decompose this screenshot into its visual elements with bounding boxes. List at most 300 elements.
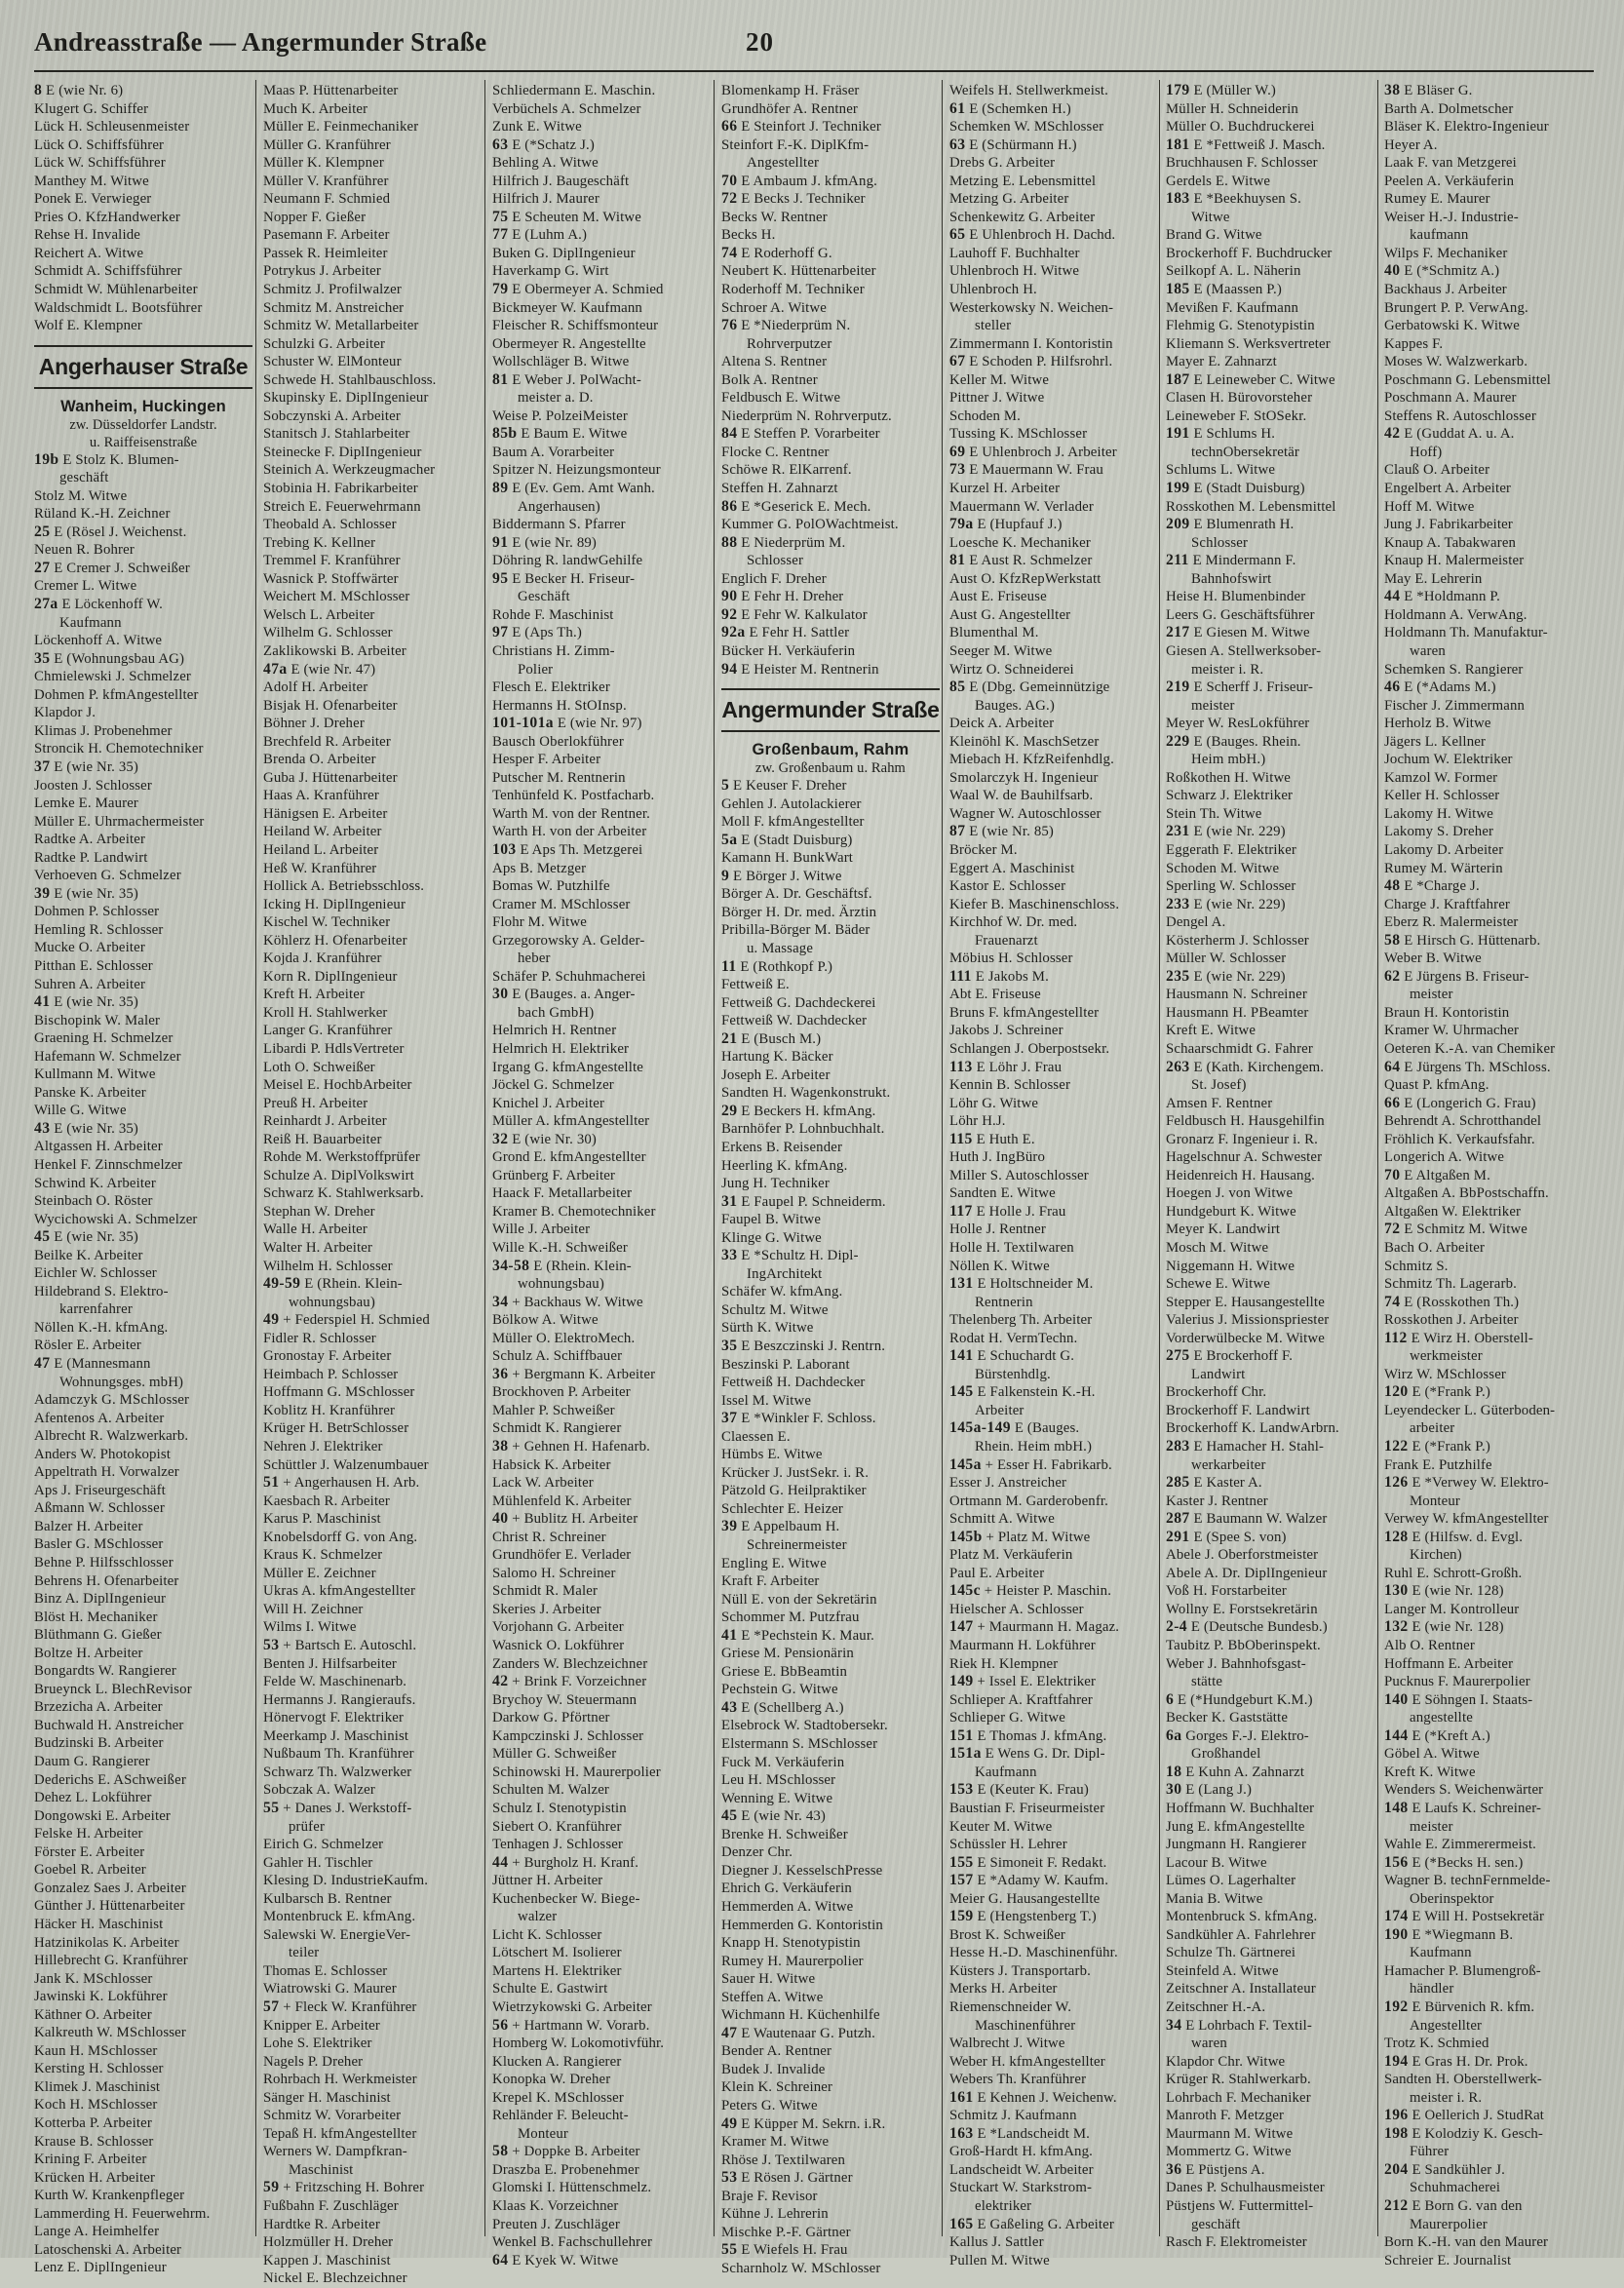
directory-entry: Knapp H. Stenotypistin	[721, 1935, 861, 1952]
directory-entry: Hoffmann W. Buchhalter	[1166, 1800, 1315, 1816]
directory-entry: Aust O. KfzRepWerkstatt	[949, 570, 1102, 587]
entry-continuation-line: waren	[1191, 2036, 1227, 2052]
directory-entry: Draszba E. Probenehmer	[492, 2161, 639, 2178]
directory-entry: Schüssler H. Lehrer	[949, 1837, 1067, 1853]
directory-entry: 120 E (*Frank P.)	[1384, 1383, 1490, 1401]
house-number: 70	[721, 172, 738, 189]
directory-entry: 74 E Roderhoff G.	[721, 244, 832, 261]
directory-entry: 25 E (Rösel J. Weichenst.	[34, 523, 187, 540]
directory-entry: 73 E Mauermann W. Frau	[949, 461, 1103, 479]
directory-entry: 181 E *Fettweiß J. Masch.	[1166, 136, 1326, 153]
house-number: 29	[721, 1102, 738, 1119]
directory-entry: Boltze H. Arbeiter	[34, 1645, 143, 1661]
directory-entry: Keller H. Schlosser	[1384, 788, 1500, 804]
directory-entry: Mühlenfeld K. Arbeiter	[492, 1493, 632, 1509]
entry-continuation-line: bach GmbH)	[518, 1004, 595, 1021]
house-number: 41	[721, 1626, 738, 1644]
directory-entry: Voß H. Forstarbeiter	[1166, 1583, 1287, 1600]
directory-column-3	[492, 82, 711, 2269]
directory-entry: Merks H. Arbeiter	[949, 1981, 1058, 1997]
directory-entry: Lohe S. Elektriker	[263, 2036, 372, 2052]
directory-entry: Braje F. Revisor	[721, 2188, 818, 2204]
directory-entry: Warth H. von der Arbeiter	[492, 824, 647, 840]
directory-entry: 70 E Altgaßen M.	[1384, 1166, 1490, 1183]
directory-entry: 95 E Becker H. Friseur-	[492, 569, 636, 587]
directory-entry: 21 E (Busch M.)	[721, 1029, 822, 1047]
directory-entry: Kaun H. MSchlosser	[34, 2042, 158, 2059]
entry-continuation-line: IngArchitekt	[747, 1265, 823, 1282]
house-number: 77	[492, 226, 509, 244]
directory-entry: 58 + Doppke B. Arbeiter	[492, 2143, 640, 2160]
directory-entry: Holle J. Rentner	[949, 1222, 1046, 1238]
directory-entry: Verbüchels A. Schmelzer	[492, 100, 641, 117]
directory-entry: Abt E. Friseuse	[949, 987, 1041, 1003]
directory-entry: Grond E. kfmAngestellter	[492, 1149, 646, 1166]
directory-entry: Elstermann S. MSchlosser	[721, 1736, 878, 1753]
directory-entry: Kliemann S. Werksvertreter	[1166, 335, 1331, 352]
directory-entry: Brueynck L. BlechRevisor	[34, 1681, 192, 1697]
entry-continuation-line: meister i. R.	[1410, 2089, 1483, 2106]
directory-entry: Lacour B. Witwe	[1166, 1854, 1267, 1871]
directory-entry: 30 E (Bauges. a. Anger-	[492, 986, 636, 1003]
entry-continuation-line: meister i. R.	[1191, 661, 1264, 678]
directory-entry: Mommertz G. Witwe	[1166, 2144, 1292, 2160]
directory-entry: Walle H. Arbeiter	[263, 1222, 367, 1238]
directory-entry: Charge J. Kraftfahrer	[1384, 896, 1511, 912]
house-number: 30	[1166, 1781, 1182, 1799]
entry-continuation-line: karrenfahrer	[59, 1301, 133, 1318]
directory-entry: 153 E (Keuter K. Frau)	[949, 1781, 1089, 1799]
directory-entry: Kamann H. BunkWart	[721, 850, 854, 867]
directory-column-5	[949, 82, 1164, 2269]
directory-entry: Tepaß H. kfmAngestellter	[263, 2125, 417, 2142]
house-number: 36	[492, 1365, 509, 1382]
house-number: 229	[1166, 732, 1190, 750]
directory-entry: 31 E Faupel P. Schneiderm.	[721, 1192, 886, 1210]
directory-entry: 34 + Backhaus W. Witwe	[492, 1293, 643, 1310]
directory-entry: Dederichs E. ASchweißer	[34, 1771, 186, 1788]
house-number: 5a	[721, 831, 738, 848]
directory-entry: Trebing K. Kellner	[263, 534, 376, 551]
house-number: 85b	[492, 425, 518, 443]
directory-entry: Biddermann S. Pfarrer	[492, 517, 626, 533]
directory-entry: Krepel K. MSchlosser	[492, 2089, 624, 2106]
entry-continuation-line: technObersekretär	[1191, 444, 1299, 460]
directory-entry: Böhner J. Dreher	[263, 716, 365, 732]
directory-column-4	[721, 82, 940, 2277]
house-number: 44	[492, 1853, 509, 1871]
directory-entry: Schulze A. DiplVolkswirt	[263, 1167, 414, 1183]
directory-entry: Stein Th. Witwe	[1166, 805, 1262, 822]
directory-entry: Fröhlich K. Verkaufsfahr.	[1384, 1131, 1535, 1147]
directory-entry: Steffen H. Zahnarzt	[721, 481, 838, 497]
directory-entry: 63 E (*Schatz J.)	[492, 136, 595, 153]
directory-entry: Brychoy W. Steuermann	[492, 1691, 638, 1708]
entry-continuation-line: Rhein. Heim mbH.)	[975, 1439, 1093, 1455]
directory-entry: Abele A. Dr. DiplIngenieur	[1166, 1565, 1328, 1581]
directory-entry: Wiatrowski G. Maurer	[263, 1981, 397, 1997]
house-number: 32	[492, 1130, 509, 1147]
directory-entry: 19b E Stolz K. Blumen-	[34, 450, 179, 468]
directory-entry: Lück W. Schiffsführer	[34, 155, 166, 172]
directory-entry: Aust E. Friseuse	[949, 589, 1047, 605]
directory-entry: Schöwe R. ElKarrenf.	[721, 462, 852, 479]
directory-entry: Bach O. Arbeiter	[1384, 1240, 1486, 1256]
directory-entry: Müller G. Kranführer	[263, 136, 391, 153]
directory-entry: Potrykus J. Arbeiter	[263, 263, 381, 280]
directory-entry: Laak F. van Metzgerei	[1384, 155, 1517, 172]
house-number: 53	[721, 2169, 738, 2187]
directory-entry: Kramer M. Witwe	[721, 2134, 830, 2151]
house-number: 115	[949, 1130, 973, 1147]
directory-entry: Nopper F. Gießer	[263, 209, 367, 225]
directory-entry: 103 E Aps Th. Metzgerei	[492, 840, 643, 858]
directory-entry: Nöllen K. Witwe	[949, 1258, 1050, 1274]
directory-entry: Martens H. Elektriker	[492, 1962, 622, 1979]
directory-entry: Pätzold G. Heilpraktiker	[721, 1483, 867, 1499]
directory-entry: Heise H. Blumenbinder	[1166, 589, 1306, 605]
directory-entry: Aps B. Metzger	[492, 860, 587, 876]
directory-entry: Altena S. Rentner	[721, 354, 828, 370]
house-number: 34	[492, 1293, 509, 1310]
directory-entry: Amsen F. Rentner	[1166, 1095, 1273, 1111]
directory-entry: Sandten H. Oberstellwerk-	[1384, 2072, 1542, 2088]
house-number: 209	[1166, 516, 1190, 533]
house-number: 76	[721, 317, 738, 334]
house-number: 283	[1166, 1438, 1190, 1455]
directory-entry: Rohde F. Maschinist	[492, 606, 614, 623]
directory-entry: Landscheidt W. Arbeiter	[949, 2161, 1094, 2178]
house-number: 40	[492, 1510, 509, 1528]
directory-entry: Günther J. Hüttenarbeiter	[34, 1898, 185, 1915]
directory-entry: 156 E (*Becks H. sen.)	[1384, 1853, 1524, 1871]
directory-entry: 69 E Uhlenbroch J. Arbeiter	[949, 443, 1117, 460]
directory-entry: Eggert A. Maschinist	[949, 860, 1075, 876]
entry-continuation-line: Kaufmann	[975, 1764, 1037, 1780]
directory-entry: Behne P. Hilfsschlosser	[34, 1555, 174, 1571]
house-number: 75	[492, 208, 509, 225]
directory-entry: 159 E (Hengstenberg T.)	[949, 1908, 1097, 1925]
directory-entry: 190 E *Wiegmann B.	[1384, 1925, 1514, 1943]
directory-entry: Miller S. Autoschlosser	[949, 1167, 1089, 1183]
directory-entry: Verhoeven G. Schmelzer	[34, 868, 181, 884]
directory-entry: 79 E Obermeyer A. Schmied	[492, 281, 664, 298]
directory-entry: Müller A. kfmAngestellter	[492, 1113, 650, 1130]
directory-entry: Mosch M. Witwe	[1166, 1240, 1269, 1256]
directory-entry: 155 E Simoneit F. Redakt.	[949, 1853, 1107, 1871]
directory-entry: Rosskothen M. Lebensmittel	[1166, 498, 1336, 515]
directory-entry: 85b E Baum E. Witwe	[492, 425, 628, 443]
directory-entry: Roßkothen H. Witwe	[1166, 769, 1292, 786]
directory-entry: Feldbusch E. Witwe	[721, 390, 841, 407]
house-number: 27	[34, 559, 51, 576]
directory-entry: Knaup A. Tabakwaren	[1384, 534, 1517, 551]
house-number: 287	[1166, 1510, 1190, 1528]
directory-entry: Griese M. Pensionärin	[721, 1646, 854, 1662]
entry-continuation-line: Bürstenhdlg.	[975, 1366, 1051, 1382]
directory-entry: 94 E Heister M. Rentnerin	[721, 660, 879, 678]
directory-entry: Vorjohann G. Arbeiter	[492, 1619, 624, 1636]
directory-entry: 59 + Fritzsching H. Bohrer	[263, 2179, 425, 2196]
house-number: 5	[721, 777, 730, 795]
directory-entry: 151 E Thomas J. kfmAng.	[949, 1726, 1107, 1744]
directory-entry: Tenhagen J. Schlosser	[492, 1837, 624, 1853]
directory-entry: Wahle E. Zimmerermeist.	[1384, 1837, 1536, 1853]
house-number: 140	[1384, 1690, 1409, 1708]
house-number: 31	[721, 1192, 738, 1210]
directory-entry: Rumey E. Maurer	[1384, 191, 1490, 208]
directory-entry: Braun H. Kontoristin	[1384, 1004, 1510, 1021]
house-number: 151	[949, 1726, 974, 1744]
directory-entry: Schlieper G. Witwe	[949, 1710, 1065, 1726]
directory-entry: Grünberg F. Arbeiter	[492, 1167, 616, 1183]
directory-entry: Löckenhoff A. Witwe	[34, 633, 163, 649]
directory-entry: Weiser H.-J. Industrie-	[1384, 209, 1519, 225]
house-number: 48	[1384, 877, 1401, 895]
house-number: 63	[949, 136, 966, 153]
directory-entry: 79a E (Hupfauf J.)	[949, 516, 1063, 533]
directory-entry: 84 E Steffen P. Vorarbeiter	[721, 425, 880, 443]
directory-entry: Hundgeburt K. Witwe	[1166, 1203, 1296, 1220]
directory-entry: Göbel A. Witwe	[1384, 1746, 1480, 1763]
directory-entry: Behrens H. Ofenarbeiter	[34, 1572, 179, 1589]
directory-entry: 18 E Kuhn A. Zahnarzt	[1166, 1763, 1305, 1780]
directory-entry: Gonzalez Saes J. Arbeiter	[34, 1880, 186, 1896]
directory-entry: 11 E (Rothkopf P.)	[721, 957, 833, 975]
directory-entry: Preuten J. Zuschläger	[492, 2216, 620, 2232]
house-number: 38	[1384, 82, 1401, 98]
directory-entry: Hänigsen E. Arbeiter	[263, 805, 388, 822]
directory-entry: Kreft E. Witwe	[1166, 1023, 1257, 1039]
directory-entry: Krining F. Arbeiter	[34, 2152, 147, 2168]
directory-entry: Clauß O. Arbeiter	[1384, 462, 1490, 479]
house-number: 91	[492, 533, 509, 551]
directory-entry: 130 E (wie Nr. 128)	[1384, 1582, 1504, 1600]
directory-entry: 115 E Huth E.	[949, 1130, 1035, 1147]
entry-continuation-line: prüfer	[289, 1818, 326, 1835]
directory-entry: Kullmann M. Witwe	[34, 1066, 156, 1083]
directory-entry: Meerkamp J. Maschinist	[263, 1727, 409, 1744]
house-number: 62	[1384, 967, 1401, 985]
house-number: 131	[949, 1275, 974, 1293]
directory-entry: Eichler W. Schlosser	[34, 1265, 157, 1282]
house-number: 35	[721, 1338, 738, 1354]
house-number: 64	[492, 2251, 509, 2269]
directory-entry: Nußbaum Th. Kranführer	[263, 1746, 414, 1763]
entry-continuation-line: Heim mbH.)	[1191, 752, 1266, 768]
house-number: 56	[492, 2016, 509, 2034]
directory-entry: Schulzki G. Arbeiter	[263, 335, 386, 352]
directory-entry: Jöckel G. Schmelzer	[492, 1077, 614, 1094]
house-number: 196	[1384, 2107, 1409, 2124]
house-number: 145a-149	[949, 1419, 1011, 1437]
house-number: 70	[1384, 1166, 1401, 1183]
house-number: 88	[721, 533, 738, 551]
directory-entry: Klesing D. IndustrieKaufm.	[263, 1873, 429, 1889]
directory-entry: 65 E Uhlenbroch H. Dachd.	[949, 226, 1116, 244]
directory-entry: 101-101a E (wie Nr. 97)	[492, 715, 642, 732]
directory-entry: 39 E Appelbaum H.	[721, 1518, 840, 1535]
house-number: 89	[492, 480, 509, 497]
entry-continuation-line: geschäft	[1191, 2216, 1241, 2232]
house-number: 199	[1166, 480, 1190, 497]
directory-entry: Basler G. MSchlosser	[34, 1536, 164, 1553]
directory-entry: Schmitz M. Anstreicher	[263, 299, 405, 316]
directory-entry: Holdmann A. VerwAng.	[1384, 606, 1527, 623]
directory-entry: Lohrbach F. Mechaniker	[1166, 2089, 1311, 2106]
entry-continuation-line: Angerhausen)	[518, 498, 600, 515]
directory-entry: Metzing E. Lebensmittel	[949, 173, 1097, 189]
house-number: 174	[1384, 1908, 1409, 1925]
house-number: 55	[263, 1799, 280, 1816]
directory-entry: Behling A. Witwe	[492, 155, 599, 172]
directory-entry: 145b + Platz M. Witwe	[949, 1528, 1091, 1545]
directory-entry: Pucknus F. Maurerpolier	[1384, 1674, 1530, 1690]
directory-entry: 165 E Gaßeling G. Arbeiter	[949, 2215, 1114, 2232]
directory-entry: Seilkopf A. L. Näherin	[1166, 263, 1301, 280]
district-subheader: Wanheim, Huckingen	[60, 397, 226, 415]
directory-entry: Schmitz S.	[1384, 1258, 1449, 1274]
directory-entry: Schemken W. MSchlosser	[949, 119, 1104, 136]
directory-entry: Schmitz W. Vorarbeiter	[263, 2108, 402, 2124]
directory-entry: 179 E (Müller W.)	[1166, 82, 1276, 98]
directory-entry: Weber J. Bahnhofsgast-	[1166, 1655, 1306, 1672]
directory-entry: Karus P. Maschinist	[263, 1511, 381, 1528]
directory-entry: Helmrich H. Elektriker	[492, 1040, 630, 1057]
directory-entry: Schmidt K. Rangierer	[492, 1420, 622, 1437]
directory-entry: Fischer J. Zimmermann	[1384, 697, 1526, 714]
directory-entry: Wasnick O. Lokführer	[492, 1638, 625, 1654]
directory-entry: Keller M. Witwe	[949, 371, 1050, 388]
directory-entry: 49-59 E (Rhein. Klein-	[263, 1275, 403, 1293]
directory-entry: 29 E Beckers H. kfmAng.	[721, 1102, 876, 1119]
directory-entry: Jawinski K. Lokführer	[34, 1989, 168, 2005]
directory-entry: Wilps F. Mechaniker	[1384, 245, 1508, 261]
directory-entry: Budzinski B. Arbeiter	[34, 1735, 164, 1752]
directory-entry: Kraus K. Schmelzer	[263, 1547, 383, 1564]
house-number: 179	[1166, 82, 1190, 98]
house-number: 37	[34, 757, 51, 775]
directory-entry: Haverkamp G. Wirt	[492, 263, 609, 280]
directory-entry: Steinfeld A. Witwe	[1166, 1962, 1279, 1979]
directory-entry: Klapdor J.	[34, 705, 97, 721]
directory-entry: Siebert O. Kranführer	[492, 1818, 622, 1835]
house-number: 145a	[949, 1455, 982, 1473]
house-number: 161	[949, 2088, 974, 2106]
directory-entry: Ukras A. kfmAngestellter	[263, 1583, 416, 1600]
directory-entry: Leineweber F. StOSekr.	[1166, 407, 1307, 424]
directory-entry: Uhlenbroch H. Witwe	[949, 263, 1080, 280]
entry-continuation-line: meister a. D.	[518, 390, 594, 407]
directory-entry: Schoden M. Witwe	[1166, 860, 1280, 876]
house-number: 42	[492, 1673, 509, 1690]
directory-entry: Wille J. Arbeiter	[492, 1222, 591, 1238]
house-number: 65	[949, 226, 966, 244]
entry-continuation-line: Führer	[1410, 2144, 1450, 2160]
directory-entry: 145 E Falkenstein K.-H.	[949, 1383, 1096, 1401]
directory-entry: Sandkühler A. Fahrlehrer	[1166, 1926, 1316, 1943]
entry-continuation-line: Oberinspektor	[1410, 1890, 1494, 1907]
directory-entry: Rosskothen J. Arbeiter	[1384, 1312, 1519, 1329]
directory-entry: 185 E (Maassen P.)	[1166, 281, 1282, 298]
directory-entry: Hollick A. Betriebsschloss.	[263, 878, 425, 895]
directory-entry: Schmitz W. Metallarbeiter	[263, 318, 419, 334]
directory-entry: Lakomy H. Witwe	[1384, 805, 1493, 822]
directory-entry: Nagels P. Dreher	[263, 2053, 364, 2070]
directory-entry: Lauhoff F. Buchhalter	[949, 245, 1080, 261]
house-number: 43	[721, 1698, 738, 1716]
directory-entry: Putscher M. Rentnerin	[492, 769, 626, 786]
directory-entry: Zaklikowski B. Arbeiter	[263, 642, 406, 659]
house-number: 126	[1384, 1474, 1409, 1492]
directory-entry: Irgang G. kfmAngestellte	[492, 1059, 643, 1075]
directory-entry: Flehmig G. Stenotypistin	[1166, 318, 1315, 334]
directory-entry: 285 E Kaster A.	[1166, 1474, 1262, 1492]
house-number: 191	[1166, 425, 1190, 443]
directory-entry: Bröcker M.	[949, 841, 1018, 858]
directory-entry: Walbrecht J. Witwe	[949, 2036, 1065, 2052]
directory-entry: 217 E Giesen M. Witwe	[1166, 624, 1310, 641]
directory-entry: Schmitz Th. Lagerarb.	[1384, 1276, 1518, 1293]
directory-entry: 35 E Beszczinski J. Rentrn.	[721, 1338, 886, 1354]
house-number: 141	[949, 1347, 974, 1365]
directory-entry: Issel M. Witwe	[721, 1392, 812, 1409]
directory-entry: Bläser K. Elektro-Ingenieur	[1384, 119, 1549, 136]
directory-entry: Schlums L. Witwe	[1166, 462, 1276, 479]
directory-entry: Weifels H. Stellwerkmeist.	[949, 83, 1108, 98]
directory-entry: Holzmüller H. Dreher	[263, 2234, 394, 2251]
directory-entry: Eirich G. Schmelzer	[263, 1837, 384, 1853]
directory-entry: 91 E (wie Nr. 89)	[492, 533, 598, 551]
directory-entry: Kappes F.	[1384, 335, 1444, 352]
house-number: 113	[949, 1058, 973, 1075]
house-number: 285	[1166, 1474, 1190, 1492]
directory-entry: Krüger R. Stahlwerkarb.	[1166, 2072, 1311, 2088]
directory-entry: Born K.-H. van den Maurer	[1384, 2234, 1549, 2251]
house-number: 66	[1384, 1094, 1401, 1111]
house-number: 69	[949, 443, 966, 460]
directory-entry: Schulze Th. Gärtnerei	[1166, 1945, 1296, 1961]
directory-entry: Benten J. Hilfsarbeiter	[263, 1655, 397, 1672]
entry-continuation-line: werkmeister	[1410, 1348, 1483, 1365]
directory-entry: 5a E (Stadt Duisburg)	[721, 831, 853, 848]
directory-entry: Kamzol W. Former	[1384, 769, 1498, 786]
entry-continuation-line: Polier	[518, 661, 554, 678]
directory-entry: Homberg W. Lokomotivführ.	[492, 2036, 665, 2052]
directory-entry: Mucke O. Arbeiter	[34, 940, 145, 956]
house-number: 35	[34, 649, 51, 667]
directory-entry: Kiefer B. Maschinenschloss.	[949, 896, 1120, 912]
directory-entry: Mevißen F. Kaufmann	[1166, 299, 1299, 316]
directory-entry: Knobelsdorff G. von Ang.	[263, 1529, 418, 1545]
directory-entry: Wollschläger B. Witwe	[492, 354, 630, 370]
directory-entry: Wagner W. Autoschlosser	[949, 805, 1102, 822]
directory-entry: 45 E (wie Nr. 43)	[721, 1807, 827, 1825]
directory-entry: Anders W. Photokopist	[34, 1446, 172, 1462]
house-number: 47a	[263, 660, 288, 678]
entry-continuation-line: Frauenarzt	[975, 932, 1038, 949]
entry-continuation-line: Arbeiter	[975, 1402, 1025, 1418]
directory-entry: Balzer H. Arbeiter	[34, 1518, 143, 1534]
entry-continuation-line: händler	[1410, 1981, 1454, 1997]
directory-entry: Kulbarsch B. Rentner	[263, 1890, 392, 1907]
house-number: 36	[1166, 2160, 1182, 2178]
directory-entry: 2-4 E (Deutsche Bundesb.)	[1166, 1618, 1328, 1636]
directory-entry: 42 + Brink F. Vorzeichner	[492, 1673, 647, 1690]
house-number: 147	[949, 1618, 974, 1636]
entry-continuation-line: Monteur	[518, 2125, 569, 2142]
directory-entry: 67 E Schoden P. Hilfsrohrl.	[949, 353, 1113, 370]
